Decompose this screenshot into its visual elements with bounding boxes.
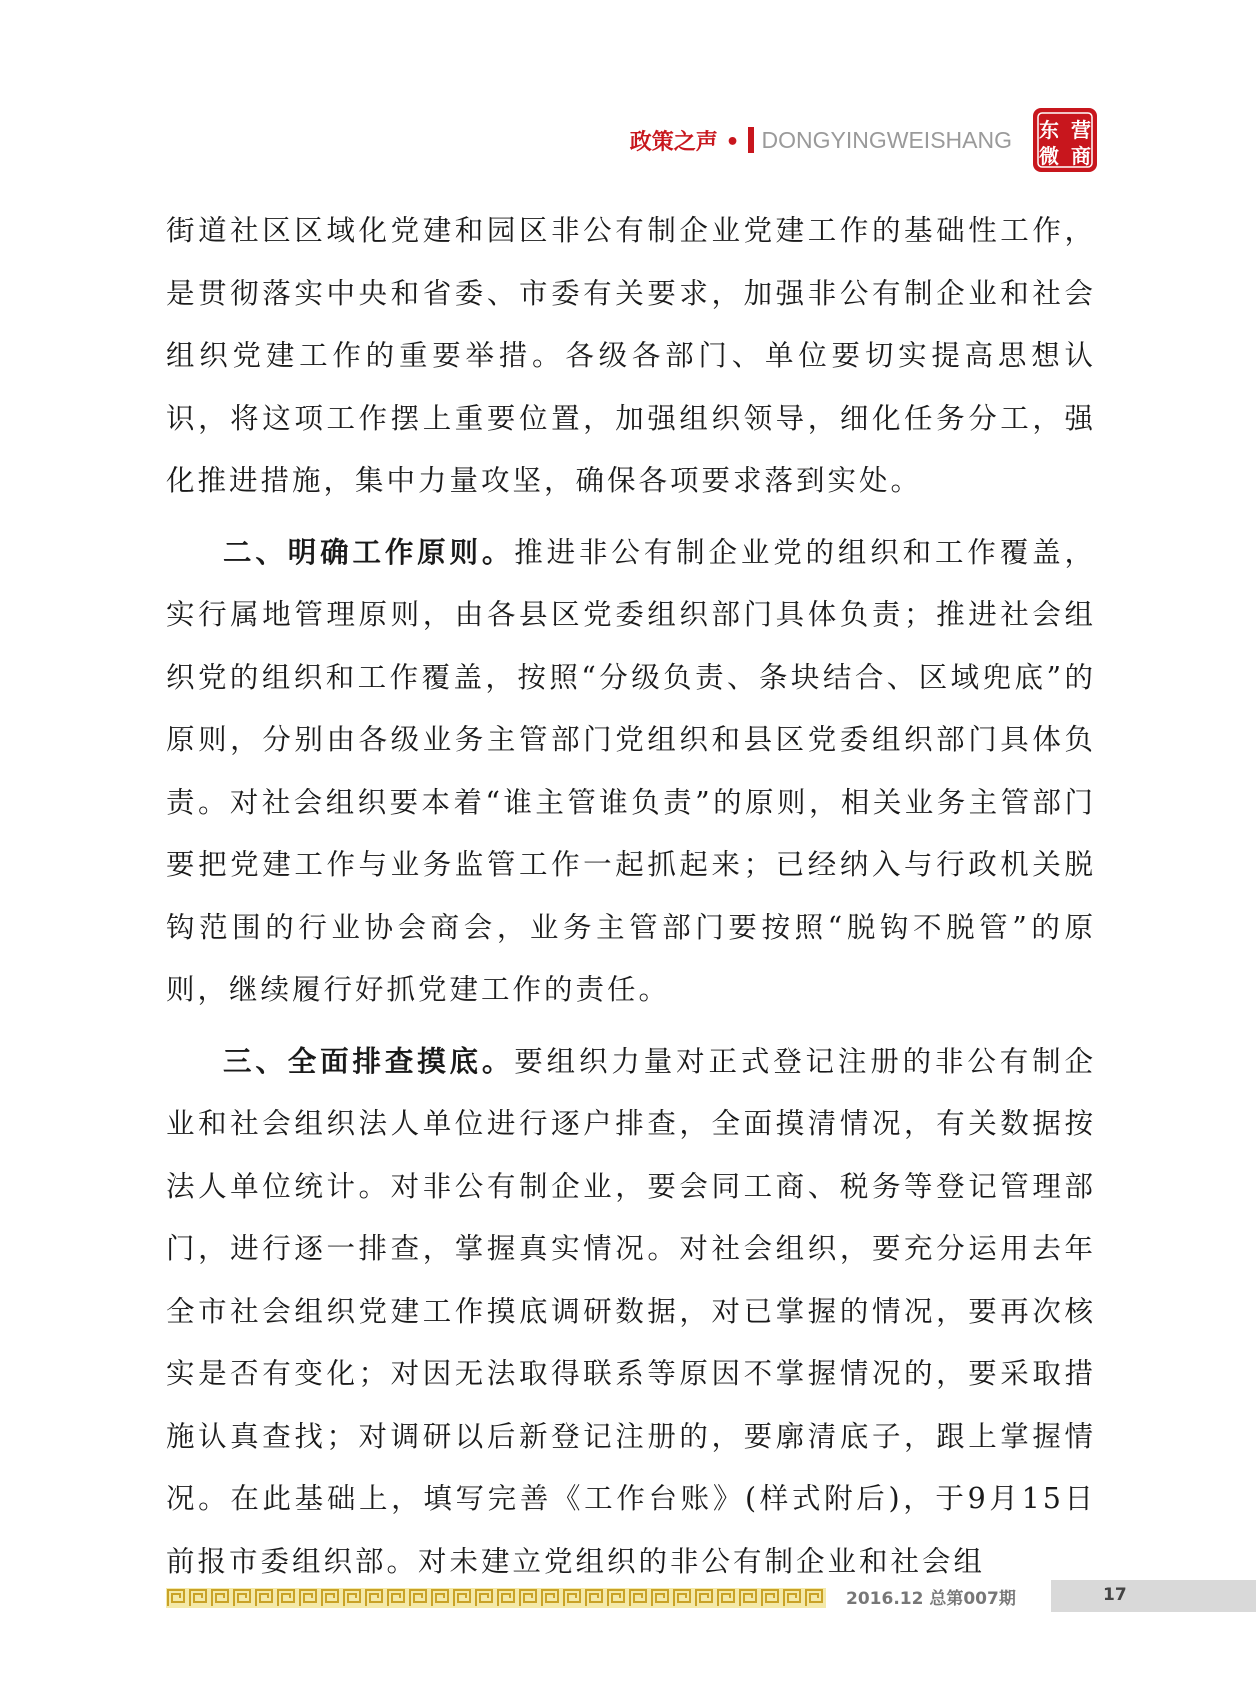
paragraph-3	[166, 1031, 1096, 1594]
page-number: 17	[1103, 1585, 1127, 1605]
svg-text:微: 微	[1039, 144, 1059, 168]
fret-border-icon	[166, 1588, 826, 1608]
page-header	[540, 110, 1100, 170]
header-divider	[748, 127, 754, 153]
paragraph-1	[166, 200, 1096, 513]
brand-name: DONGYINGWEISHANG	[761, 126, 1012, 153]
seal-logo-icon	[1030, 105, 1100, 175]
svg-text:东: 东	[1039, 118, 1059, 142]
section-title: 政策之声 •	[629, 129, 740, 155]
paragraph-lead: 三、全面排查摸底。	[223, 1044, 515, 1078]
paragraph-text: 要组织力量对正式登记注册的非公有制企业和社会组织法人单位进行逐户排查，全面摸清情况，有关数据按法人单位统计。对非公有制企业，要会同工商、税务等登记管理部门，进行逐一排查，掌握真实情况。对社会组织，要充分运用去年全市社会组织党建工作摸底调研数据，对已掌握的情况，要再次核实是否有变化；对因无法取得联系等原因不掌握情况的，要采取措施认真查找；对调研以后新登记注册的，要廓清底子，跟上掌握情况。在此基础上，填写完善《工作台账》(样式附后)，于9月15日前报市委组织部。对未建立党组织的非公有制企业和社会组	[166, 1044, 1096, 1578]
paragraph-2	[166, 522, 1096, 1022]
svg-text:商: 商	[1071, 144, 1091, 168]
issue-info: 2016.12 总第007期	[846, 1589, 1016, 1609]
paragraph-text: 推进非公有制企业党的组织和工作覆盖，实行属地管理原则，由各县区党委组织部门具体负责；推进社会组织党的组织和工作覆盖，按照“分级负责、条块结合、区域兜底”的原则，分别由各级业务主管部门党组织和县区党委组织部门具体负责。对社会组织要本着“谁主管谁负责”的原则，相关业务主管部门要把党建工作与业务监管工作一起抓起来；已经纳入与行政机关脱钩范围的行业协会商会，业务主管部门要按照“脱钩不脱管”的原则，继续履行好抓党建工作的责任。	[166, 535, 1096, 1006]
page-number-tab	[1051, 1580, 1256, 1612]
page-footer	[166, 1580, 1256, 1616]
svg-text:营: 营	[1071, 118, 1091, 142]
article-body	[166, 200, 1096, 1602]
paragraph-lead: 二、明确工作原则。	[223, 535, 515, 569]
paragraph-text: 街道社区区域化党建和园区非公有制企业党建工作的基础性工作，是贯彻落实中央和省委、市委有关要求，加强非公有制企业和社会组织党建工作的重要举措。各级各部门、单位要切实提高思想认识，将这项工作摆上重要位置，加强组织领导，细化任务分工，强化推进措施，集中力量攻坚，确保各项要求落到实处。	[166, 214, 1096, 497]
